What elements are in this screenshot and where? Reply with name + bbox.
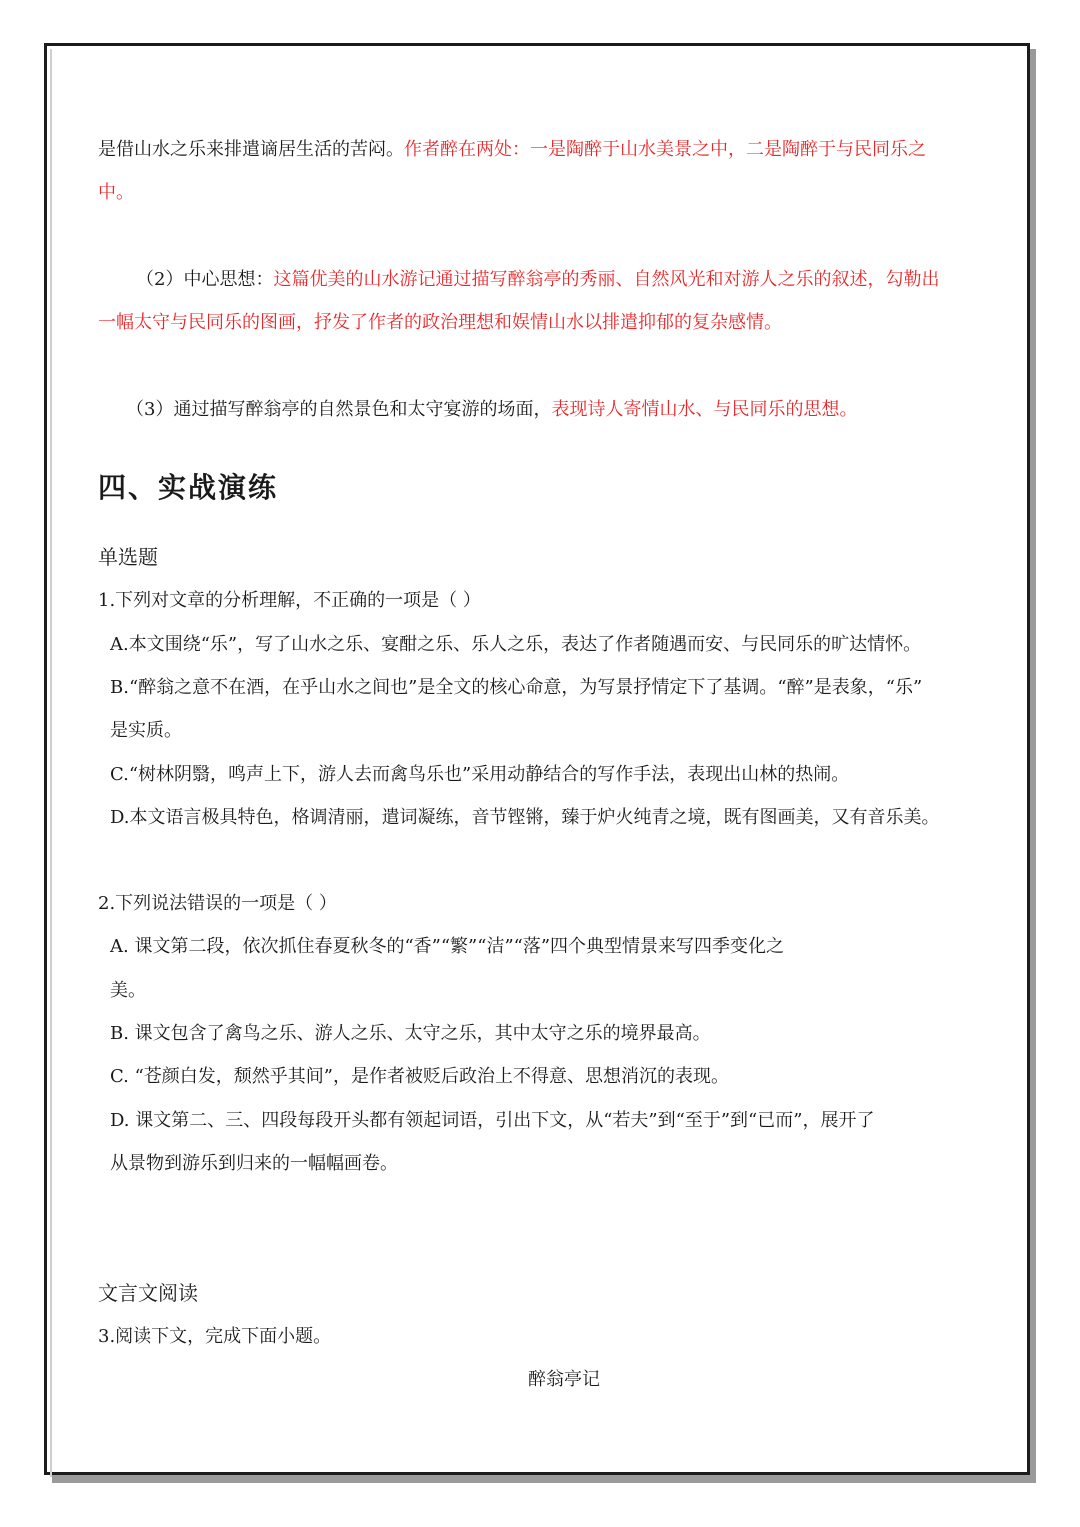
section-title: 四、实战演练 — [98, 471, 279, 504]
paragraph-text: （3）通过描写醉翁亭的自然景色和太守宴游的场面， — [126, 399, 552, 420]
option-d-continued: 从景物到游乐到归来的一幅幅画卷。 — [110, 1153, 398, 1174]
answer-text: 作者醉在两处：一是陶醉于山水美景之中，二是陶醉于与民同乐之 — [404, 139, 926, 160]
subsection-heading: 单选题 — [98, 545, 158, 569]
paragraph-label: （2）中心思想： — [136, 269, 274, 290]
answer-text: 表现诗人寄情山水、与民同乐的思想。 — [551, 399, 858, 420]
page-border — [44, 43, 1030, 1475]
paragraph-line — [136, 268, 939, 292]
option-c: C. “苍颜白发，颓然乎其间”，是作者被贬后政治上不得意、思想消沉的表现。 — [110, 1066, 729, 1087]
option-d: D. 课文第二、三、四段每段开头都有领起词语，引出下文，从“若夫”到“至于”到“已而”，展开了 — [110, 1110, 875, 1131]
option-c: C.“树林阴翳，鸣声上下，游人去而禽鸟乐也”采用动静结合的写作手法，表现出山林的热闹。 — [110, 764, 850, 785]
answer-text: 中。 — [98, 182, 134, 203]
option-d: D.本文语言极具特色，格调清丽，遣词凝练，音节铿锵，臻于炉火纯青之境，既有图画美，又有音乐美。 — [110, 807, 940, 828]
option-a-continued: 美。 — [110, 980, 146, 1001]
answer-text: 这篇优美的山水游记通过描写醉翁亭的秀丽、自然风光和对游人之乐的叙述，勾勒出 — [273, 269, 940, 290]
option-b: B.“醉翁之意不在酒，在乎山水之间也”是全文的核心命意，为写景抒情定下了基调。“醉”是表象，“乐” — [110, 677, 923, 698]
paragraph-line — [126, 398, 857, 422]
page-shadow-bottom — [52, 1475, 1036, 1483]
question-stem: 2.下列说法错误的一项是（ ） — [98, 893, 337, 914]
question-stem: 1.下列对文章的分析理解，不正确的一项是（ ） — [98, 590, 481, 611]
answer-text: 一幅太守与民同乐的图画，抒发了作者的政治理想和娱情山水以排遣抑郁的复杂感情。 — [98, 312, 782, 333]
option-a: A.本文围绕“乐”，写了山水之乐、宴酣之乐、乐人之乐，表达了作者随遇而安、与民同乐的旷达情怀。 — [110, 634, 922, 655]
page-shadow-right — [1030, 49, 1036, 1483]
passage-title: 醉翁亭记 — [528, 1369, 600, 1390]
question-stem: 3.阅读下文，完成下面小题。 — [98, 1326, 332, 1347]
option-b-continued: 是实质。 — [110, 720, 182, 741]
paragraph-text: 是借山水之乐来排遣谪居生活的苦闷。 — [98, 139, 404, 160]
option-a: A. 课文第二段，依次抓住春夏秋冬的“香”“繁”“洁”“落”四个典型情景来写四季变化之 — [110, 936, 785, 957]
option-b: B. 课文包含了禽鸟之乐、游人之乐、太守之乐，其中太守之乐的境界最高。 — [110, 1023, 711, 1044]
page-inner-edge — [50, 49, 52, 1477]
paragraph-line — [98, 138, 926, 162]
subsection-heading: 文言文阅读 — [98, 1281, 198, 1305]
